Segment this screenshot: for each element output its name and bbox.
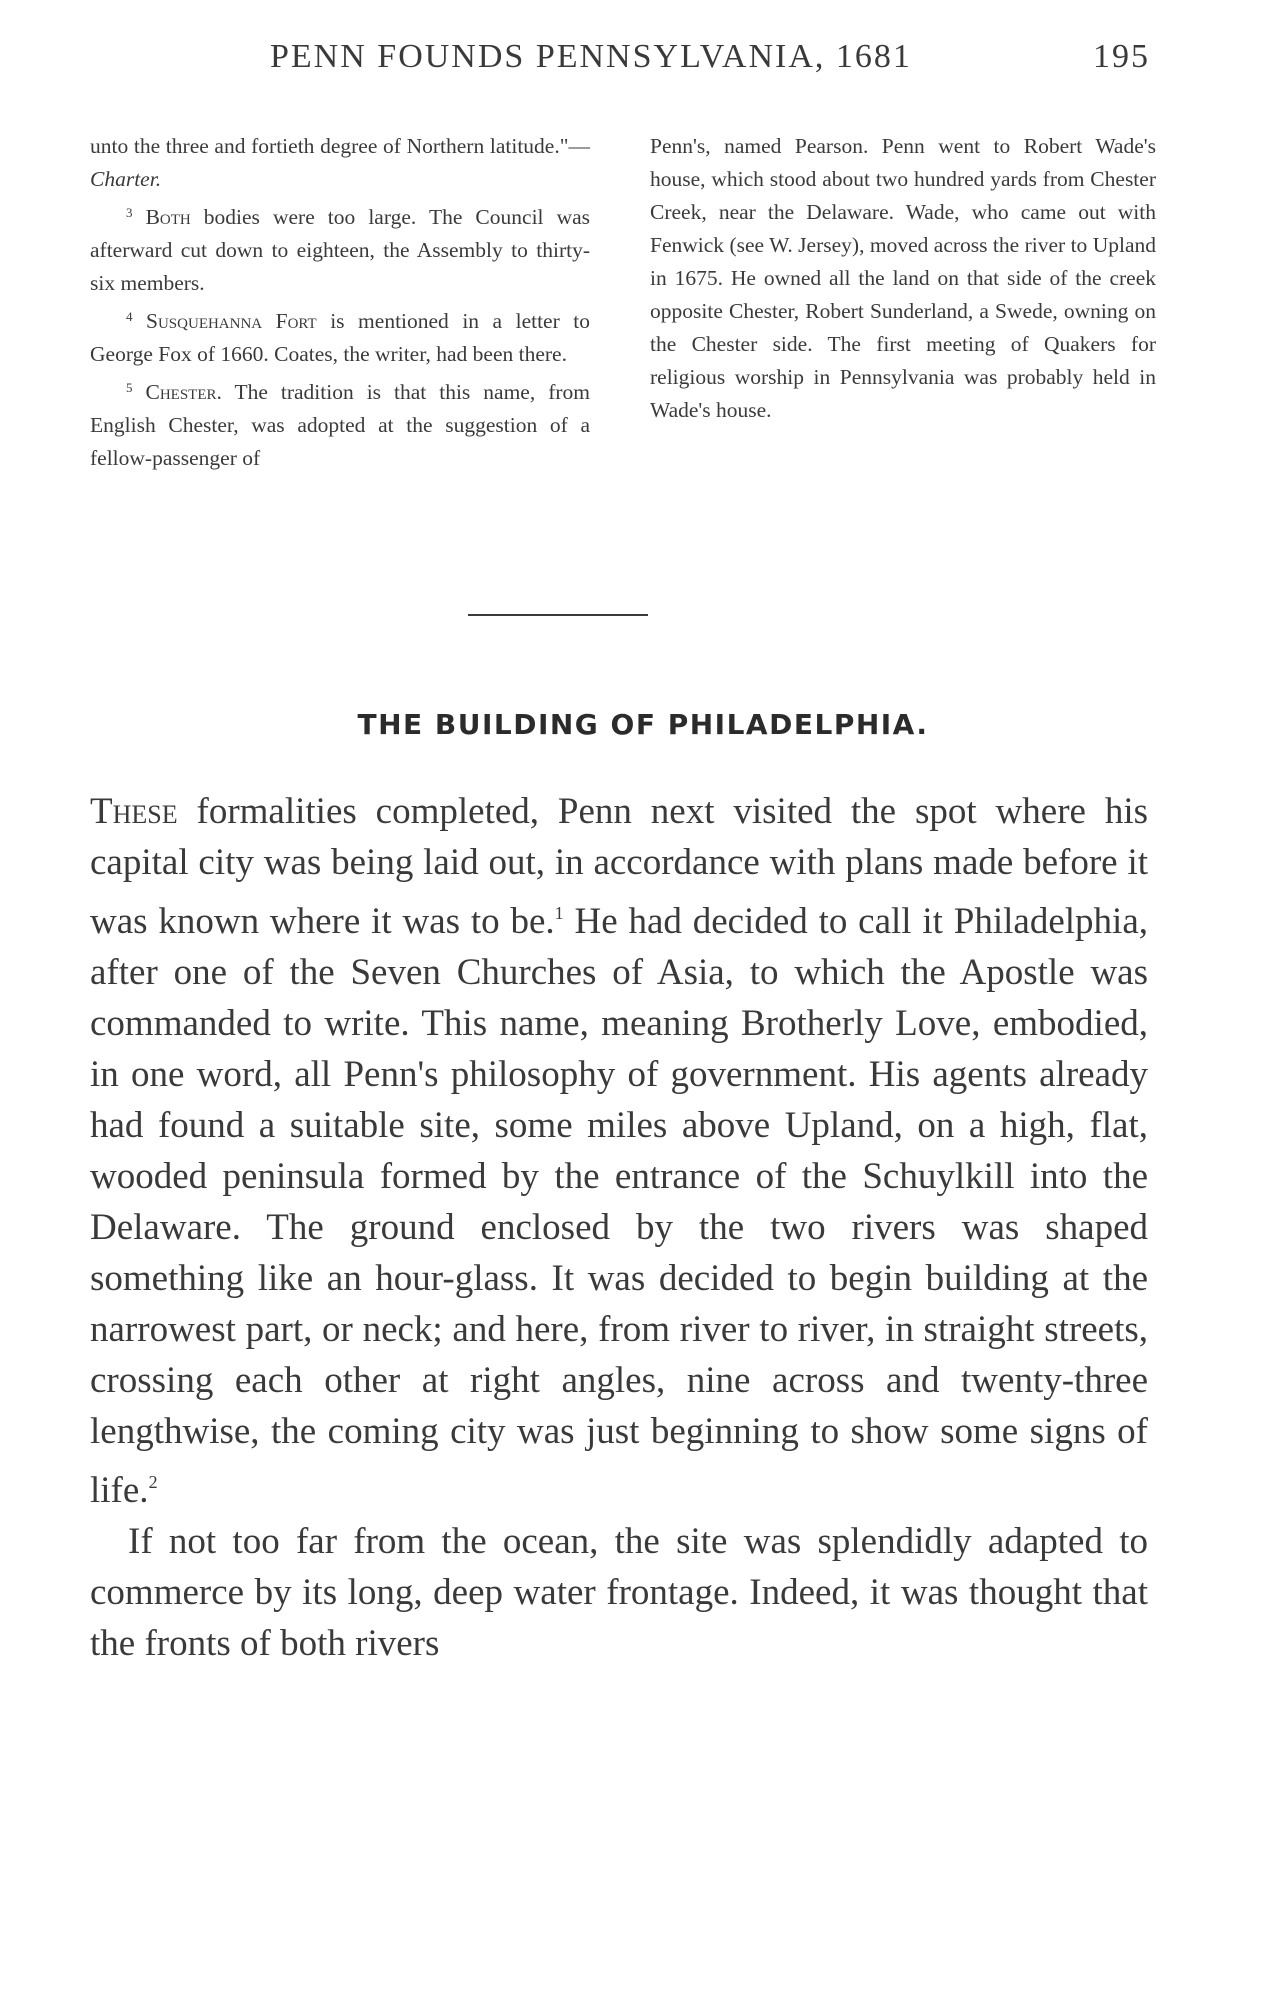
section-divider bbox=[468, 614, 648, 616]
footnote-column-right bbox=[650, 130, 1156, 427]
section-heading: THE BUILDING OF PHILADELPHIA. bbox=[357, 708, 929, 741]
footnote-5 bbox=[90, 371, 590, 475]
paragraph-2: If not too far from the ocean, the site was splendidly adapted to commerce by its long, deep water frontage. Indeed, it was thought that the fronts of both rivers bbox=[90, 1521, 1148, 1664]
footnote-citation: Charter. bbox=[90, 167, 162, 191]
footnote-marker: 5 bbox=[126, 380, 133, 395]
footnote-marker: 4 bbox=[126, 309, 133, 324]
footnote-column-left bbox=[90, 130, 590, 475]
footnote-text: The tradition is that this name, from English Chester, was adopted at the suggestion of a fellow-passenger of bbox=[90, 380, 590, 470]
footnote-lead: Chester. bbox=[145, 380, 222, 404]
paragraph-text: He had decided to call it Philadelphia, after one of the Seven Churches of Asia, to which the Apostle was commanded to write. This name, meaning Brotherly Love, embodied, in one word, all Penn's philosophy of government. His agents already had found a suitable site, some miles above Upland, on a high, flat, wooded peninsula formed by the entrance of the Schuylkill into the Delaware. The ground enclosed by the two rivers was shaped something like an hour-glass. It was decided to begin building at the narrowest part, or neck; and here, from river to river, in straight streets, crossing each other at right angles, nine across and twenty-three lengthwise, the coming city was just beginning to show some signs of life. bbox=[90, 901, 1148, 1511]
footnote-lead: Susquehanna Fort bbox=[146, 309, 317, 333]
paragraph-1 bbox=[90, 786, 1148, 1516]
footnote-text: is mentioned in a letter to George Fox of 1660. Coates, the writer, had been there. bbox=[90, 309, 590, 366]
footnote-ref-2: 2 bbox=[148, 1472, 158, 1492]
footnote-5-continuation: Penn's, named Pearson. Penn went to Robert Wade's house, which stood about two hundred yards from Chester Creek, near the Delaware. Wade, who came out with Fenwick (see W. Jersey), moved across the river to Upland in 1675. He owned all the land on that side of the creek opposite Chester, Robert Sunderland, a Swede, owning on the Chester side. The first meeting of Quakers for religious worship in Pennsylvania was probably held in Wade's house. bbox=[650, 134, 1156, 422]
footnote-3 bbox=[90, 196, 590, 300]
footnote-4 bbox=[90, 300, 590, 371]
footnote-text: bodies were too large. The Council was afterward cut down to eighteen, the Assembly to thirty-six members. bbox=[90, 205, 591, 295]
body-text bbox=[90, 786, 1148, 1669]
footnote-marker: 3 bbox=[126, 205, 133, 220]
footnotes bbox=[90, 130, 1160, 530]
running-title: PENN FOUNDS PENNSYLVANIA, 1681 bbox=[270, 38, 912, 75]
paragraph-text: formalities completed, Penn next visited the spot where his capital city was being laid out, in accordance with plans made before it was known where it was to be. bbox=[90, 791, 1148, 942]
running-header bbox=[270, 38, 1150, 78]
page-number: 195 bbox=[1093, 38, 1150, 75]
paragraph-lead: These bbox=[90, 791, 178, 832]
footnote-lead: Both bbox=[145, 205, 191, 229]
footnote-text: unto the three and fortieth degree of Northern latitude."— bbox=[90, 134, 590, 158]
footnote-continuation bbox=[90, 130, 590, 196]
footnote-ref-1: 1 bbox=[554, 903, 564, 923]
